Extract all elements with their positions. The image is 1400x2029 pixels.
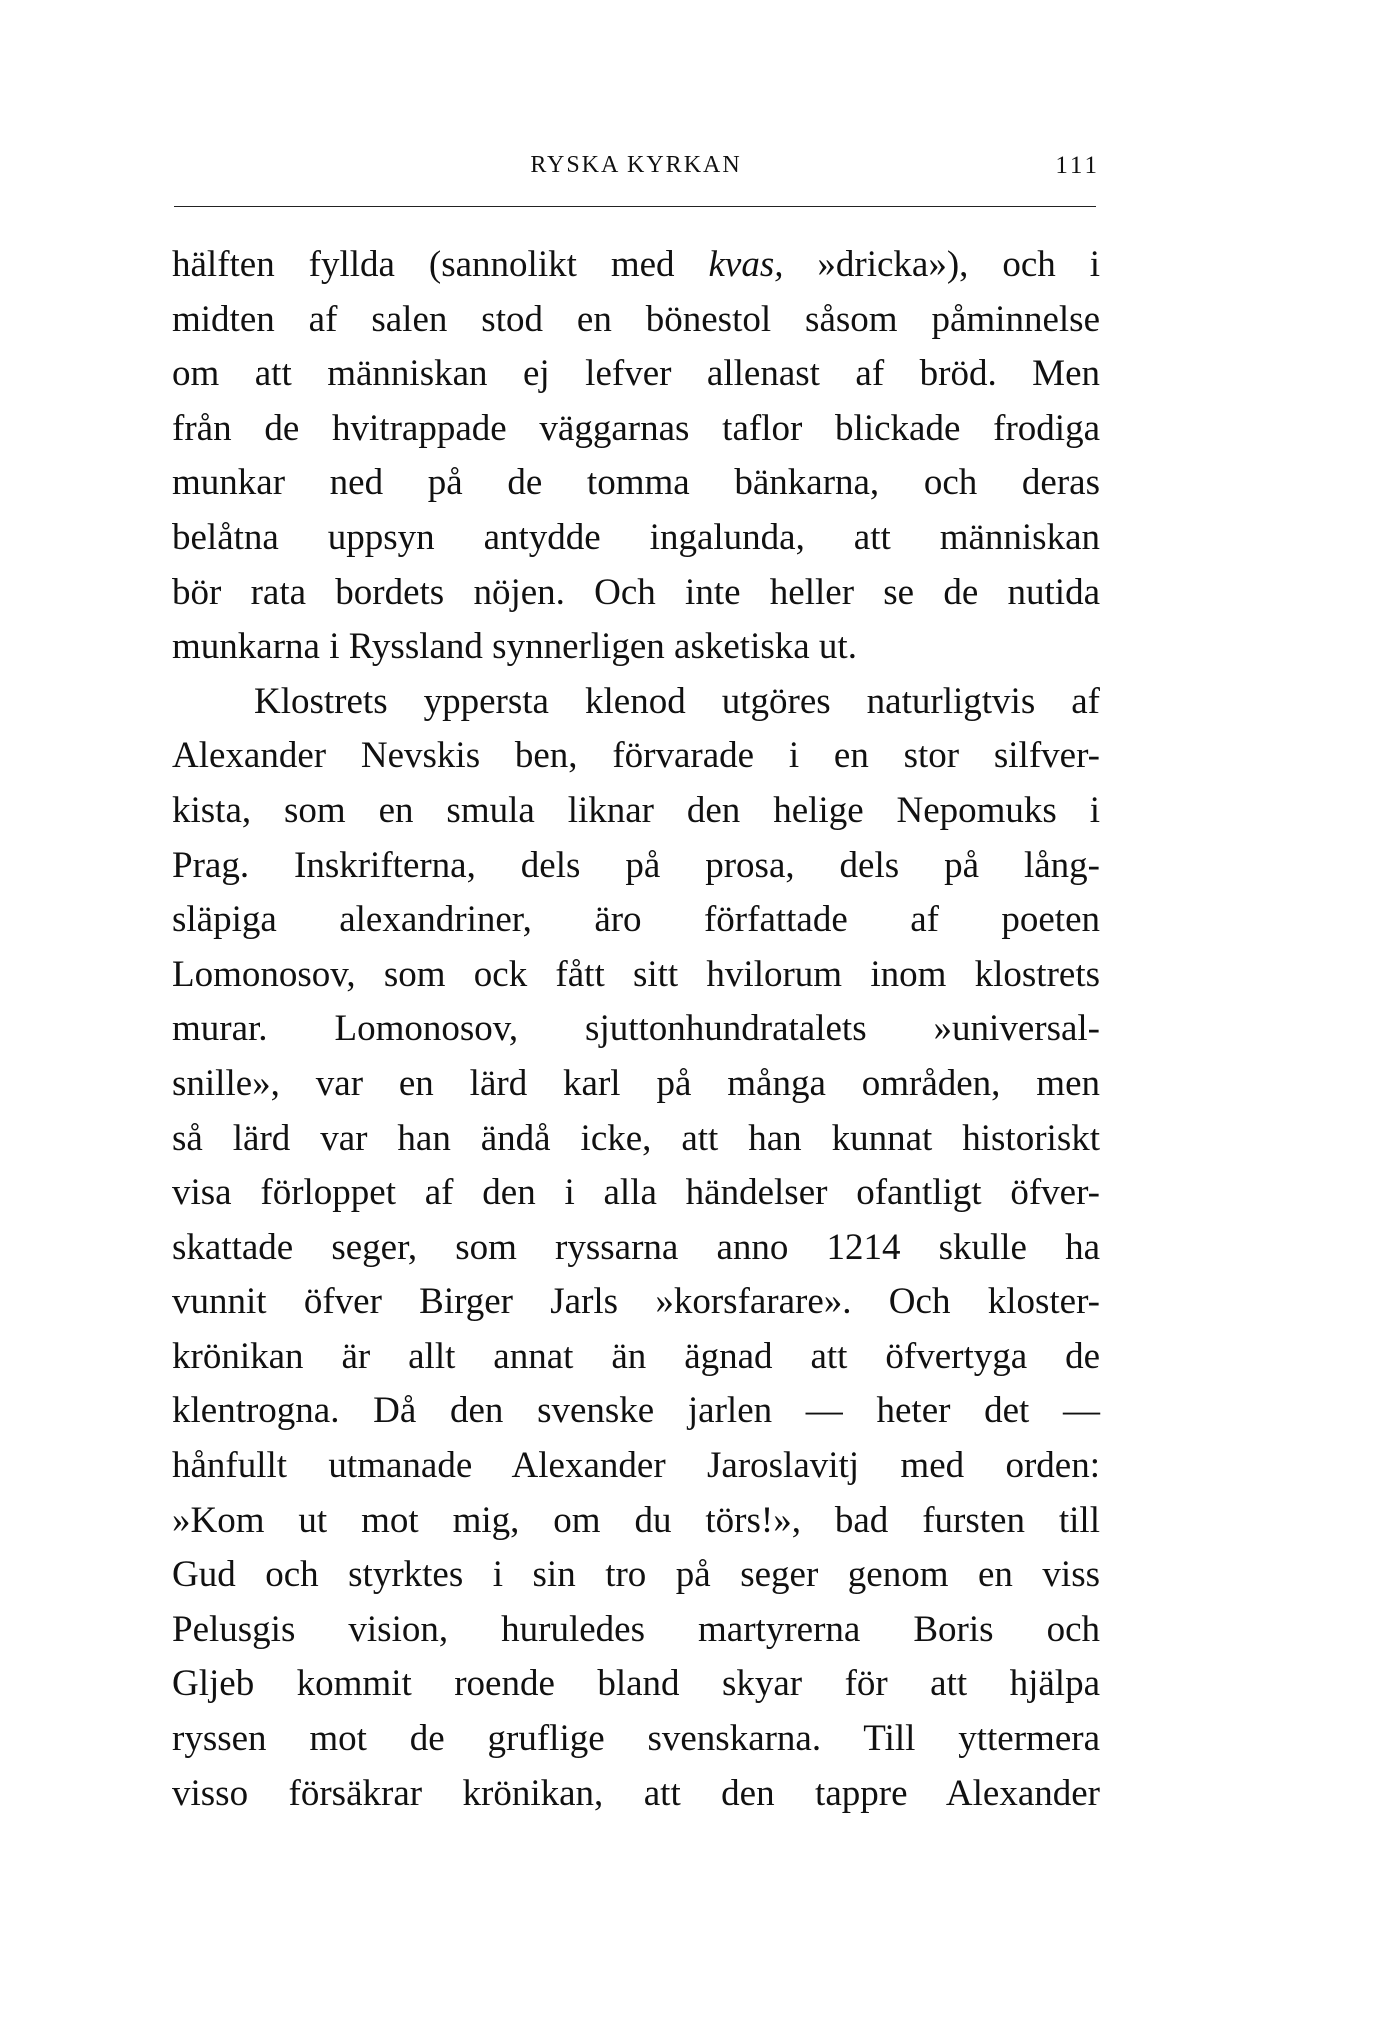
running-title: RYSKA KYRKAN (530, 152, 742, 178)
text-line: Gljeb kommit roende bland skyar för att hjälpa (172, 1663, 1100, 1705)
text-line: Pelusgis vision, huruledes martyrerna Boris och (172, 1608, 1100, 1650)
text-line: kista, som en smula liknar den helige Nepomuks i (172, 789, 1100, 831)
text-line: klentrogna. Då den svenske jarlen — heter det — (172, 1390, 1100, 1432)
text-line: visa förloppet af den i alla händelser ofantligt öfver- (172, 1172, 1100, 1214)
text-line: hånfullt utmanade Alexander Jaroslavitj med orden: (172, 1445, 1100, 1487)
text-line: från de hvitrappade väggarnas taflor blickade frodiga (172, 407, 1100, 449)
text-line: Prag. Inskrifterna, dels på prosa, dels på lång- (172, 844, 1100, 886)
text-line: snille», var en lärd karl på många områden, men (172, 1062, 1100, 1104)
text-line: Lomonosov, som ock fått sitt hvilorum inom klostrets (172, 953, 1100, 995)
header-rule (174, 206, 1096, 207)
running-head (172, 152, 1100, 192)
text-run: hälften fyllda (sannolikt med (172, 244, 709, 285)
italic-word: kvas, (708, 244, 784, 285)
paragraph-start-line: Klostrets yppersta klenod utgöres naturligtvis af (254, 680, 1100, 722)
text-line: belåtna uppsyn antydde ingalunda, att människan (172, 516, 1100, 558)
text-line: släpiga alexandriner, äro författade af poeten (172, 899, 1100, 941)
body-text (172, 238, 1100, 1821)
text-line: Alexander Nevskis ben, förvarade i en stor silfver- (172, 735, 1100, 777)
text-line: så lärd var han ändå icke, att han kunnat historiskt (172, 1117, 1100, 1159)
text-line: bör rata bordets nöjen. Och inte heller se de nutida (172, 571, 1100, 613)
text-run: »dricka»), och i (783, 244, 1100, 285)
text-line: »Kom ut mot mig, om du törs!», bad fursten till (172, 1499, 1100, 1541)
text-line (172, 238, 1100, 293)
paragraph-end-line: munkarna i Ryssland synnerligen asketiska ut. (172, 626, 857, 668)
text-line: skattade seger, som ryssarna anno 1214 skulle ha (172, 1226, 1100, 1268)
text-line: murar. Lomonosov, sjuttonhundratalets »universal- (172, 1008, 1100, 1050)
text-line: Gud och styrktes i sin tro på seger genom en viss (172, 1554, 1100, 1596)
text-line: ryssen mot de gruflige svenskarna. Till yttermera (172, 1718, 1100, 1760)
text-line: visso försäkrar krönikan, att den tappre Alexander (172, 1772, 1100, 1814)
text-line: krönikan är allt annat än ägnad att öfvertyga de (172, 1335, 1100, 1377)
text-line: om att människan ej lefver allenast af bröd. Men (172, 353, 1100, 395)
page-number: 111 (1055, 152, 1100, 179)
text-line: munkar ned på de tomma bänkarna, och deras (172, 462, 1100, 504)
text-line: vunnit öfver Birger Jarls »korsfarare». Och kloster- (172, 1281, 1100, 1323)
text-line: midten af salen stod en bönestol såsom påminnelse (172, 298, 1100, 340)
